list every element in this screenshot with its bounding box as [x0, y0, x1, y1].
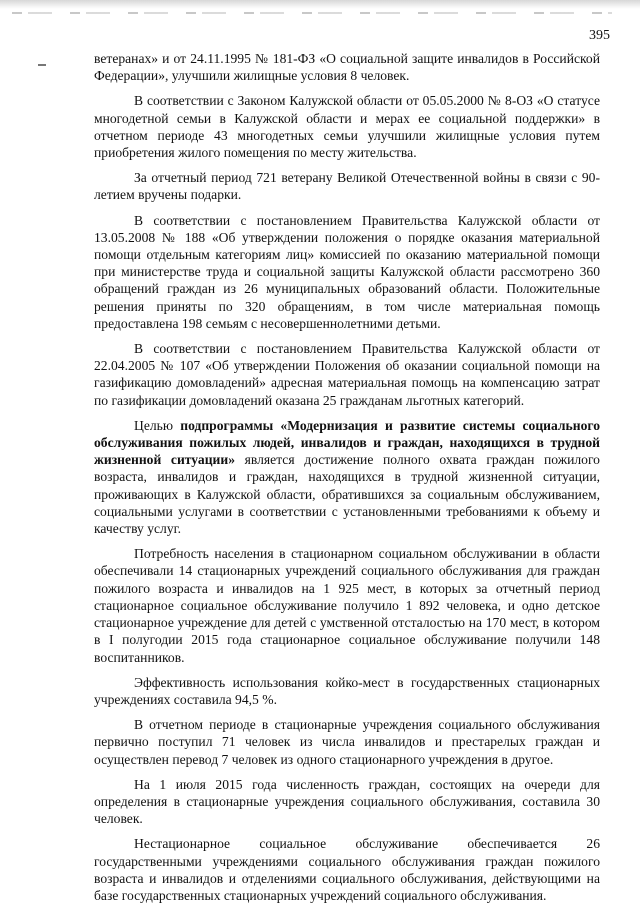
subprogram-rest: является достижение полного охвата граждан пожилого возраста, инвалидов и граждан, находящихся в трудной жизненной ситуации, проживающих в Калужской области, обратившихся за социальным обслуживанием, социальными услугами в соответствии с установленными требованиями к объему и качеству услуг. — [94, 452, 600, 537]
paragraph-ww2-gifts: За отчетный период 721 ветерану Великой Отечественной войны в связи с 90-летием вручены подарки. — [94, 170, 600, 203]
page-number: 395 — [589, 28, 610, 43]
paragraph-veterans-housing: ветеранах» и от 24.11.1995 № 181-ФЗ «О социальной защите инвалидов в Российской Федерации», улучшили жилищные условия 8 человек. — [94, 51, 600, 84]
paragraph-non-stationary: Нестационарное социальное обслуживание обеспечивается 26 государственными учреждениями социального обслуживания граждан пожилого возраста и инвалидов и отделениями социального обслуживания, действующими на базе государственных стационарных учреждений социального обслуживания. — [94, 836, 600, 903]
paragraph-large-families: В соответствии с Законом Калужской области от 05.05.2000 № 8-ОЗ «О статусе многодетной семьи в Калужской области и мерах ее социальной поддержки» в отчетном периоде 43 многодетных семьи улучшили жилищные условия путем приобретения жилого помещения по месту жительства. — [94, 93, 600, 161]
paragraph-stationary-demand: Потребность населения в стационарном социальном обслуживании в области обеспечивали 14 стационарных учреждений социального обслуживания для граждан пожилого возраста и инвалидов на 1 925 мест, в которых за отчетный период стационарное социальное обслуживание получило 1 892 человека, и одно детское стационарное учреждение для детей с умственной отсталостью на 170 мест, в котором в I полугодии 2015 года стационарное социальное обслуживание получили 148 воспитанников. — [94, 546, 600, 665]
paragraph-subprogram-goal — [94, 417, 600, 537]
subprogram-lead: Целью — [134, 417, 181, 433]
paragraph-admissions: В отчетном периоде в стационарные учреждения социального обслуживания первично поступил 71 человек из числа инвалидов и престарелых граждан и осуществлен перевод 7 человек из одного стационарного учреждения в другое. — [94, 717, 600, 767]
paragraph-queue: На 1 июля 2015 года численность граждан, состоящих на очереди для определения в стационарные учреждения социального обслуживания, составила 30 человек. — [94, 776, 600, 827]
document-body — [94, 50, 600, 912]
scan-noise-line — [12, 12, 612, 14]
paragraph-bed-efficiency: Эффективность использования койко-мест в государственных стационарных учреждениях составила 94,5 %. — [94, 674, 600, 707]
scan-stray-mark — [38, 64, 46, 66]
paragraph-gasification: В соответствии с постановлением Правительства Калужской области от 22.04.2005 № 107 «Об утверждении Положения об оказании социальной помощи на газификацию домовладений» адресная материальная помощь на компенсацию затрат по газификации домовладений оказана 25 гражданам льготных категорий. — [94, 341, 600, 408]
paragraph-material-aid: В соответствии с постановлением Правительства Калужской области от 13.05.2008 № 188 «Об утверждении положения о порядке оказания материальной помощи отдельным категориям лиц» комиссией по оказанию материальной помощи при министерстве труда и социальной защиты Калужской области рассмотрено 360 обращений граждан из 26 муниципальных образований области. Положительные решения приняты по 320 обращениям, в том числе материальная помощь предоставлена 198 семьям с несовершеннолетними детьми. — [94, 212, 600, 331]
subprogram-title: подпрограммы «Модернизация и развитие системы социального обслуживания пожилых людей, инвалидов и граждан, находящихся в трудной жизненной ситуации» — [94, 417, 600, 468]
scan-top-edge — [0, 0, 640, 9]
